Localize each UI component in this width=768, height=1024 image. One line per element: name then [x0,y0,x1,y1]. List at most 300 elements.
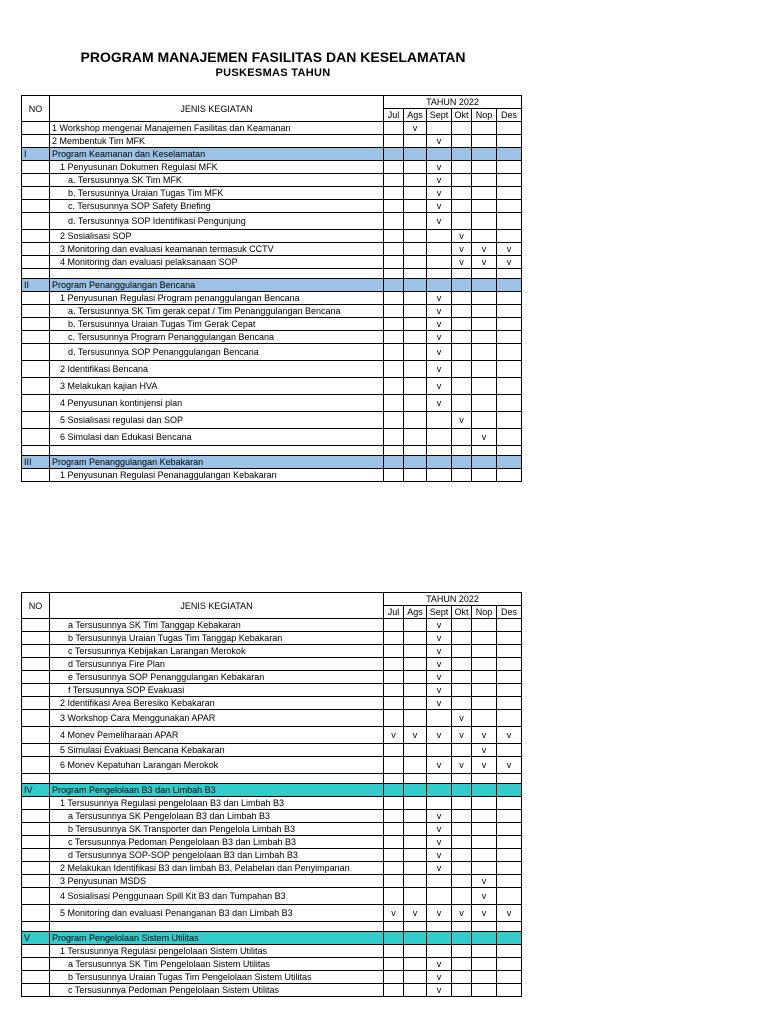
month-cell [472,378,497,395]
check-mark-icon: v [459,908,464,918]
activity-row [22,200,522,213]
check-mark-icon: v [391,730,396,740]
month-cell [384,456,404,469]
activity-row [22,744,522,757]
month-cell [384,292,404,305]
month-cell [427,958,452,971]
check-mark-icon: v [436,216,442,226]
month-cell [404,849,427,862]
month-cell [384,862,404,875]
month-cell [497,744,522,757]
month-cell [472,292,497,305]
row-activity [50,187,384,200]
month-cell [452,757,472,774]
spacer-row [22,922,522,932]
row-activity [50,836,384,849]
month-cell [497,984,522,997]
month-cell [472,395,497,412]
activity-label: d. Tersusunnya SOP Identifikasi Pengunjung [68,216,246,226]
month-cell [497,632,522,645]
row-no [22,213,50,230]
month-cell [497,395,522,412]
activity-label: 1 Penyusunan Dokumen Regulasi MFK [60,162,218,172]
row-activity [50,671,384,684]
month-cell [384,797,404,810]
month-cell [497,344,522,361]
activity-row [22,256,522,269]
row-activity [50,361,384,378]
row-no [22,243,50,256]
month-cell [452,318,472,331]
row-no [22,797,50,810]
check-mark-icon: v [412,730,418,740]
month-cell [404,279,427,292]
month-cell [404,810,427,823]
month-cell [472,135,497,148]
row-activity [50,200,384,213]
month-cell [404,412,427,429]
row-activity [50,905,384,922]
row-no [22,230,50,243]
row-activity [50,797,384,810]
row-activity [50,135,384,148]
check-mark-icon: v [436,364,442,374]
row-activity [50,331,384,344]
check-mark-icon: v [481,876,487,886]
section-number: III [22,456,50,469]
month-cell [404,161,427,174]
month-cell [384,823,404,836]
header-month: Nop [472,109,497,122]
row-no [22,836,50,849]
month-cell [384,658,404,671]
schedule-table-1 [21,95,522,482]
activity-label: c Tersusunnya Pedoman Pengelolaan B3 dan Limbah B3 [68,837,296,847]
section-number: II [22,279,50,292]
check-mark-icon: v [506,908,512,918]
activity-row [22,395,522,412]
month-cell [472,971,497,984]
row-activity [50,446,384,456]
month-cell [452,412,472,429]
month-cell [472,945,497,958]
month-cell [452,823,472,836]
activity-label: 6 Simulasi dan Edukasi Bencana [60,432,192,442]
month-cell [472,810,497,823]
month-cell [452,810,472,823]
activity-row [22,243,522,256]
check-mark-icon: v [436,659,442,669]
month-cell [404,619,427,632]
row-activity [50,875,384,888]
month-cell [497,256,522,269]
month-cell [384,784,404,797]
month-cell [452,361,472,378]
month-cell [427,429,452,446]
activity-row [22,135,522,148]
activity-row [22,905,522,922]
row-no [22,823,50,836]
row-activity [50,378,384,395]
month-cell [384,174,404,187]
month-cell [452,292,472,305]
header-month: Ags [404,109,427,122]
month-cell [452,619,472,632]
month-cell [472,148,497,161]
header-month: Okt [452,606,472,619]
month-cell [472,187,497,200]
month-cell [404,645,427,658]
check-mark-icon: v [436,646,442,656]
row-no [22,645,50,658]
row-activity [50,710,384,727]
month-cell [404,697,427,710]
row-activity [50,632,384,645]
row-activity [50,619,384,632]
month-cell [384,279,404,292]
row-activity [50,161,384,174]
activity-label: 2 Identifikasi Area Beresiko Kebakaran [60,698,215,708]
month-cell [497,378,522,395]
check-mark-icon: v [459,713,464,723]
section-number: V [22,932,50,945]
month-cell [404,727,427,744]
month-cell [427,727,452,744]
activity-label: 2 Melakukan Identifikasi B3 dan limbah B3, Pelabelan dan Penyimpanan [60,863,350,873]
month-cell [404,710,427,727]
activity-row [22,469,522,482]
month-cell [452,945,472,958]
month-cell [452,727,472,744]
activity-row [22,797,522,810]
month-cell [427,744,452,757]
month-cell [404,774,427,784]
row-no [22,305,50,318]
month-cell [472,200,497,213]
month-cell [384,905,404,922]
schedule-table-2 [21,592,522,997]
month-cell [384,922,404,932]
row-no [22,361,50,378]
activity-label: a. Tersusunnya SK Tim gerak cepat / Tim Penanggulangan Bencana [68,306,341,316]
row-activity [50,727,384,744]
activity-label: 3 Melakukan kajian HVA [60,381,158,391]
month-cell [384,810,404,823]
row-no [22,971,50,984]
activity-label: 1 Penyusunan Regulasi Program penanggulangan Bencana [60,293,300,303]
month-cell [427,446,452,456]
row-activity [50,269,384,279]
row-no [22,658,50,671]
month-cell [404,658,427,671]
month-cell [472,774,497,784]
row-no [22,862,50,875]
check-mark-icon: v [481,432,487,442]
row-no [22,135,50,148]
check-mark-icon: v [481,891,487,901]
check-mark-icon: v [481,257,487,267]
month-cell [497,243,522,256]
activity-row [22,958,522,971]
header-month: Nop [472,606,497,619]
row-activity [50,230,384,243]
row-activity [50,213,384,230]
row-activity [50,645,384,658]
month-cell [404,344,427,361]
header-no: NO [22,593,50,619]
month-cell [384,230,404,243]
month-cell [497,200,522,213]
month-cell [427,318,452,331]
month-cell [497,469,522,482]
month-cell [472,905,497,922]
check-mark-icon: v [459,231,464,241]
month-cell [384,727,404,744]
month-cell [497,784,522,797]
month-cell [452,429,472,446]
month-cell [497,187,522,200]
month-cell [472,331,497,344]
activity-label: b. Tersusunnya Uraian Tugas Tim Gerak Cepat [68,319,256,329]
month-cell [452,331,472,344]
check-mark-icon: v [436,824,442,834]
table-header-row [22,593,522,606]
check-mark-icon: v [481,908,487,918]
header-month: Ags [404,606,427,619]
month-cell [427,256,452,269]
month-cell [427,784,452,797]
month-cell [384,395,404,412]
month-cell [497,862,522,875]
document-subtitle: PUSKESMAS TAHUN [215,67,331,79]
month-cell [497,619,522,632]
month-cell [452,849,472,862]
activity-label: d. Tersusunnya SOP Penanggulangan Bencana [68,347,259,357]
month-cell [472,932,497,945]
activity-label: d Tersusunnya SOP-SOP pengelolaan B3 dan Limbah B3 [68,850,298,860]
month-cell [404,971,427,984]
header-month: Des [497,606,522,619]
month-cell [472,849,497,862]
row-activity [50,922,384,932]
check-mark-icon: v [436,837,442,847]
check-mark-icon: v [436,811,442,821]
check-mark-icon: v [436,698,442,708]
month-cell [427,305,452,318]
activity-label: 1 Penyusunan Regulasi Penanaggulangan Kebakaran [60,470,277,480]
month-cell [452,658,472,671]
row-activity [50,122,384,135]
month-cell [427,945,452,958]
check-mark-icon: v [436,620,442,630]
activity-label: e Tersusunnya SOP Penanggulangan Kebakaran [68,672,265,682]
month-cell [452,200,472,213]
row-no [22,161,50,174]
row-activity [50,888,384,905]
row-no [22,757,50,774]
activity-row [22,684,522,697]
month-cell [472,727,497,744]
row-activity [50,984,384,997]
month-cell [427,645,452,658]
month-cell [427,671,452,684]
month-cell [427,797,452,810]
month-cell [384,875,404,888]
activity-row [22,710,522,727]
month-cell [384,243,404,256]
activity-label: 4 Monitoring dan evaluasi pelaksanaan SOP [60,257,238,267]
check-mark-icon: v [459,415,464,425]
month-cell [472,744,497,757]
activity-row [22,429,522,446]
activity-label: 4 Sosialisasi Penggunaan Spill Kit B3 dan Tumpahan B3 [60,891,286,901]
row-no [22,269,50,279]
activity-row [22,344,522,361]
month-cell [427,823,452,836]
activity-row [22,230,522,243]
month-cell [384,269,404,279]
month-cell [404,429,427,446]
month-cell [497,710,522,727]
activity-row [22,727,522,744]
month-cell [452,446,472,456]
month-cell [472,469,497,482]
month-cell [384,412,404,429]
month-cell [384,958,404,971]
activity-row [22,658,522,671]
check-mark-icon: v [459,760,464,770]
row-no [22,697,50,710]
activity-row [22,378,522,395]
check-mark-icon: v [436,293,442,303]
month-cell [427,230,452,243]
month-cell [497,905,522,922]
row-activity [50,945,384,958]
section-title: Program Penanggulangan Bencana [50,279,384,292]
month-cell [472,256,497,269]
month-cell [472,958,497,971]
month-cell [384,984,404,997]
row-no [22,378,50,395]
header-month: Sept [427,109,452,122]
month-cell [472,446,497,456]
month-cell [497,971,522,984]
month-cell [452,797,472,810]
month-cell [427,200,452,213]
month-cell [452,269,472,279]
month-cell [404,932,427,945]
check-mark-icon: v [481,745,487,755]
check-mark-icon: v [436,959,442,969]
activity-label: d Tersusunnya Fire Plan [68,659,165,669]
row-activity [50,823,384,836]
month-cell [404,632,427,645]
month-cell [384,200,404,213]
month-cell [452,378,472,395]
month-cell [497,456,522,469]
month-cell [427,684,452,697]
activity-label: 3 Workshop Cara Menggunakan APAR [60,713,216,723]
month-cell [384,446,404,456]
check-mark-icon: v [436,760,442,770]
month-cell [497,645,522,658]
check-mark-icon: v [436,985,442,995]
month-cell [472,922,497,932]
activity-row [22,875,522,888]
month-cell [384,945,404,958]
activity-label: c. Tersusunnya Program Penanggulangan Bencana [68,332,274,342]
month-cell [497,429,522,446]
month-cell [452,305,472,318]
month-cell [452,456,472,469]
row-activity [50,697,384,710]
month-cell [452,875,472,888]
month-cell [384,632,404,645]
month-cell [427,243,452,256]
row-no [22,187,50,200]
month-cell [384,135,404,148]
month-cell [472,429,497,446]
month-cell [384,305,404,318]
month-cell [452,888,472,905]
month-cell [384,645,404,658]
month-cell [427,174,452,187]
row-no [22,412,50,429]
month-cell [384,378,404,395]
month-cell [427,875,452,888]
row-no [22,256,50,269]
check-mark-icon: v [436,863,442,873]
month-cell [497,213,522,230]
row-activity [50,318,384,331]
spacer-row [22,446,522,456]
month-cell [497,279,522,292]
section-row [22,148,522,161]
activity-label: 2 Identifikasi Bencana [60,364,149,374]
row-activity [50,429,384,446]
month-cell [404,292,427,305]
activity-row [22,862,522,875]
row-no [22,710,50,727]
row-no [22,632,50,645]
month-cell [497,684,522,697]
activity-row [22,888,522,905]
check-mark-icon: v [436,381,442,391]
check-mark-icon: v [481,730,487,740]
month-cell [472,984,497,997]
activity-label: c Tersusunnya Pedoman Pengelolaan Sistem Utilitas [68,985,279,995]
month-cell [472,862,497,875]
row-activity [50,174,384,187]
month-cell [452,710,472,727]
month-cell [472,684,497,697]
month-cell [472,213,497,230]
activity-label: 2 Sosialisasi SOP [60,231,132,241]
month-cell [497,230,522,243]
month-cell [427,344,452,361]
activity-label: 4 Penyusunan kontinjensi plan [60,398,183,408]
row-no [22,945,50,958]
month-cell [452,905,472,922]
month-cell [404,395,427,412]
check-mark-icon: v [459,244,464,254]
month-cell [497,331,522,344]
month-cell [452,774,472,784]
check-mark-icon: v [481,760,487,770]
activity-label: a. Tersusunnya SK Tim MFK [68,175,182,185]
activity-row [22,757,522,774]
month-cell [404,469,427,482]
